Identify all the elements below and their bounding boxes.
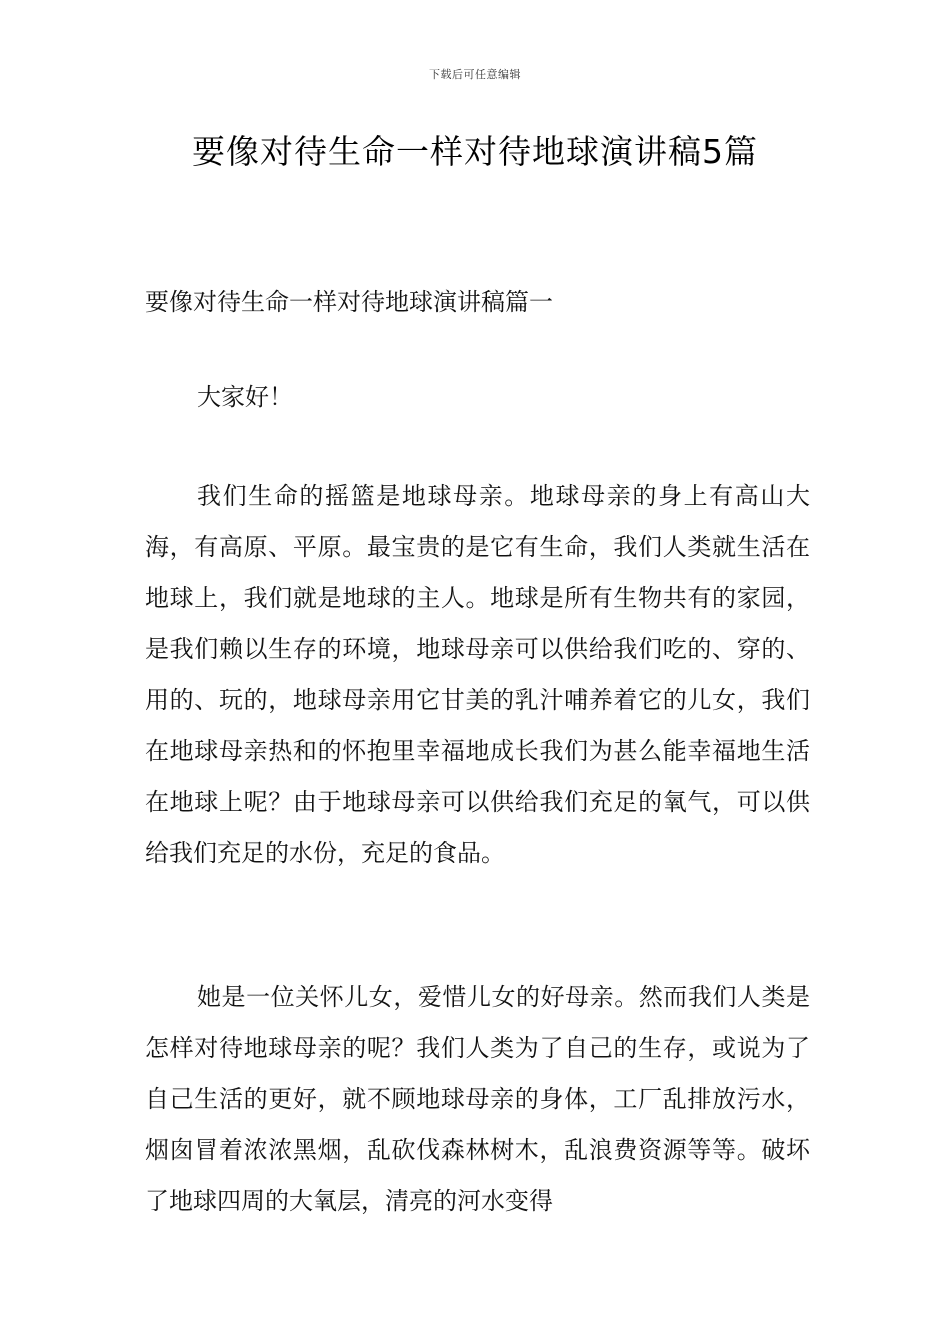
body-paragraph-1: 我们生命的摇篮是地球母亲。地球母亲的身上有高山大海，有高原、平原。最宝贵的是它有生命，我们人类就生活在地球上，我们就是地球的主人。地球是所有生物共有的家园，是我们赖以生存的环境，地球母亲可以供给我们吃的、穿的、用的、玩的，地球母亲用它甘美的乳汁哺养着它的儿女，我们在地球母亲热和的怀抱里幸福地成长我们为甚么能幸福地生活在地球上呢？由于地球母亲可以供给我们充足的氧气，可以供给我们充足的水份，充足的食品。 (145, 482, 810, 867)
greeting-paragraph: 大家好！ (197, 383, 293, 411)
header-note: 下载后可任意编辑 (429, 68, 521, 81)
body-paragraph-2: 她是一位关怀儿女，爱惜儿女的好母亲。然而我们人类是怎样对待地球母亲的呢？我们人类为了自己的生存，或说为了自己生活的更好，就不顾地球母亲的身体，工厂乱排放污水，烟囱冒着浓浓黑烟，乱砍伐森林树木，乱浪费资源等等。破坏了地球四周的大氧层，清亮的河水变得 (145, 983, 810, 1215)
document-title: 要像对待生命一样对待地球演讲稿5篇 (192, 132, 758, 171)
section-heading: 要像对待生命一样对待地球演讲稿篇一 (145, 288, 553, 316)
